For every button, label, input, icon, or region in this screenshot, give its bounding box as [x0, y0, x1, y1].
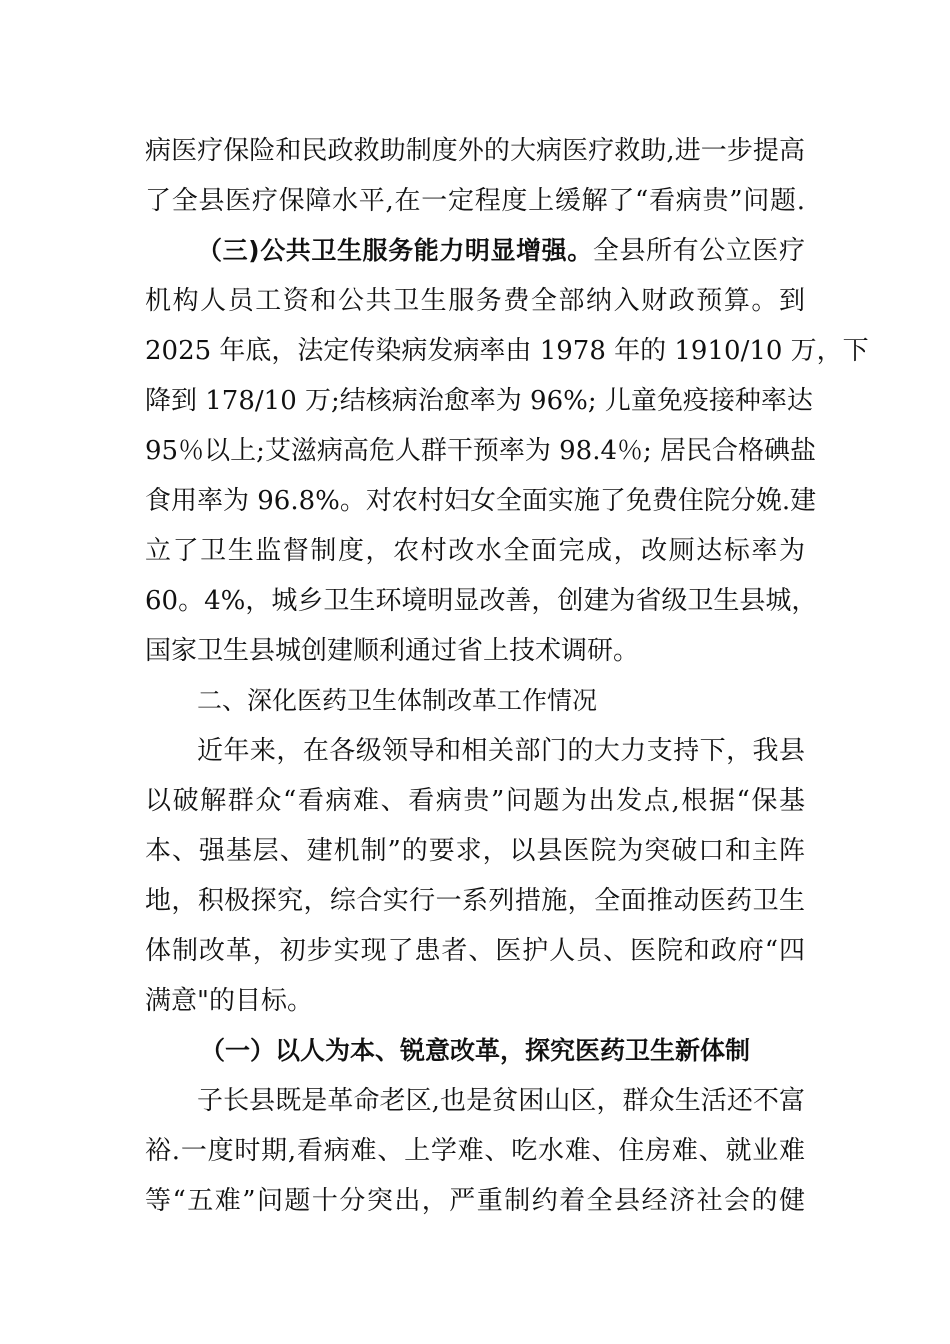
paragraph-line: 本、强基层、建机制”的要求，以县医院为突破口和主阵	[145, 836, 805, 866]
paragraph-text: 全县所有公立医疗	[592, 236, 805, 266]
paragraph-line: 2025 年底，法定传染病发病率由 1978 年的 1910/10 万，下	[145, 336, 869, 366]
paragraph-line: 了全县医疗保障水平,在一定程度上缓解了“看病贵”问题.	[145, 186, 805, 216]
paragraph-line: 以破解群众“看病难、看病贵”问题为出发点,根据“保基	[145, 786, 805, 816]
paragraph-line: 60。4%，城乡卫生环境明显改善，创建为省级卫生县城，	[145, 586, 818, 616]
subsection-heading-1: （一）以人为本、锐意改革，探究医药卫生新体制	[200, 1036, 751, 1065]
paragraph-line: 地，积极探究，综合实行一系列措施，全面推动医药卫生	[145, 886, 805, 916]
paragraph-line: 机构人员工资和公共卫生服务费全部纳入财政预算。到	[145, 286, 805, 316]
paragraph-line: 病医疗保险和民政救助制度外的大病医疗救助,进一步提高	[145, 136, 805, 166]
paragraph-line: 体制改革，初步实现了患者、医护人员、医院和政府“四	[145, 936, 805, 966]
paragraph-line: 国家卫生县城创建顺利通过省上技术调研。	[145, 636, 640, 666]
paragraph-line: 子长县既是革命老区,也是贫困山区，群众生活还不富	[197, 1086, 805, 1116]
paragraph-line: 降到 178/10 万;结核病治愈率为 96%; 儿童免疫接种率达	[145, 386, 813, 416]
paragraph-line: 近年来，在各级领导和相关部门的大力支持下，我县	[197, 736, 805, 766]
paragraph-line: 裕.一度时期,看病难、上学难、吃水难、住房难、就业难	[145, 1136, 805, 1166]
section-heading-3: （三)公共卫生服务能力明显增强。	[197, 236, 593, 265]
section-heading-2: 二、深化医药卫生体制改革工作情况	[197, 686, 598, 715]
paragraph-line: 立了卫生监督制度，农村改水全面完成，改厕达标率为	[145, 536, 805, 566]
paragraph-line: 食用率为 96.8%。对农村妇女全面实施了免费住院分娩.建	[145, 486, 817, 516]
section-heading-3-line	[197, 231, 805, 271]
paragraph-line: 满意"的目标。	[145, 986, 313, 1016]
paragraph-line: 等“五难”问题十分突出，严重制约着全县经济社会的健	[145, 1186, 805, 1216]
paragraph-line: 95％以上;艾滋病高危人群干预率为 98.4％; 居民合格碘盐	[145, 436, 817, 466]
